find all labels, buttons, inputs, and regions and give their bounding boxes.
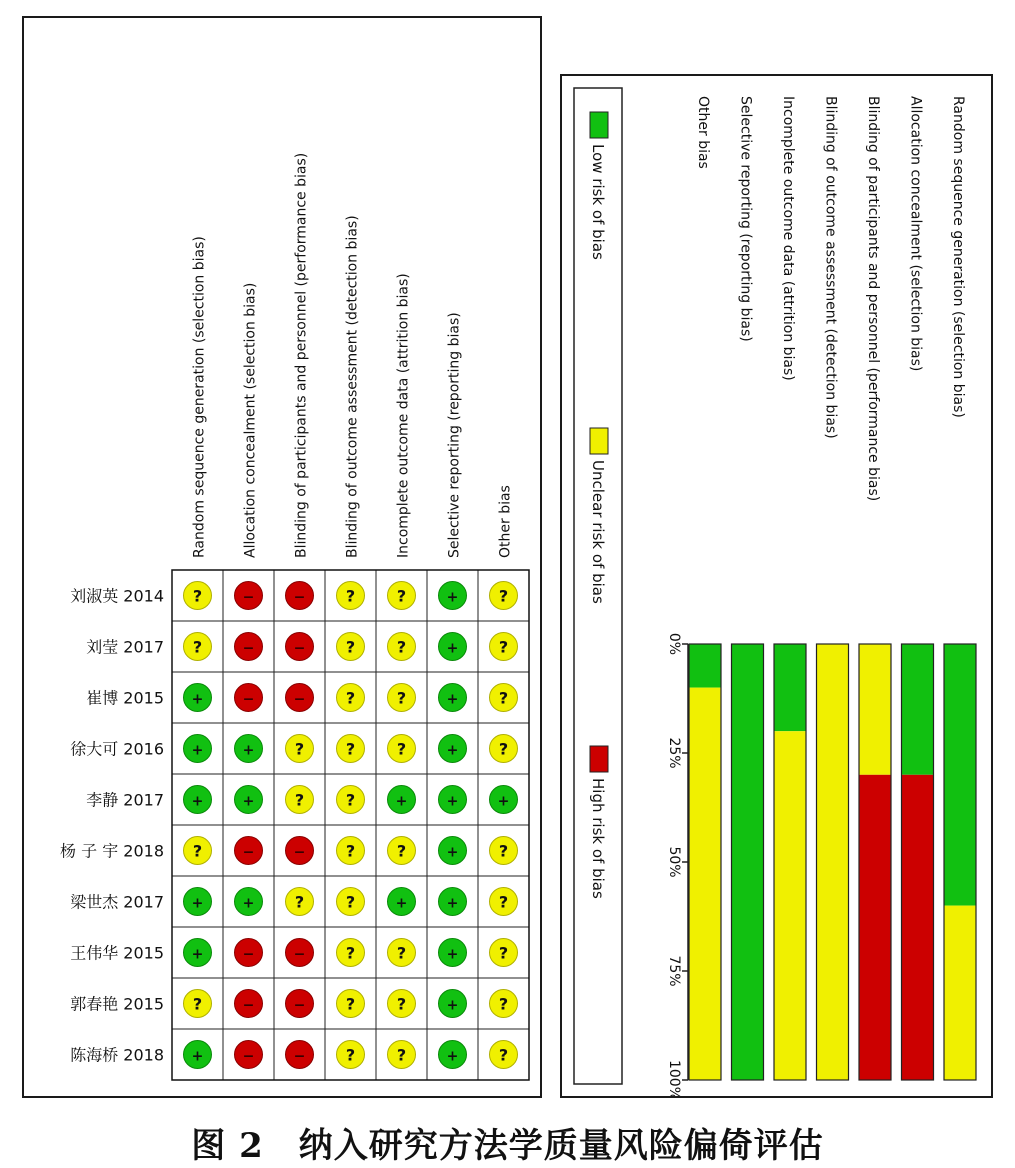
rating-symbol: ? [396,943,407,963]
rating-symbol: + [497,793,510,810]
rating-symbol: ? [294,892,305,912]
figure-caption: 图 2 纳入研究方法学质量风险偏倚评估 [191,1126,824,1166]
rating-symbol: + [446,589,459,606]
bar-category-label: Allocation concealment (selection bias) [907,96,924,372]
rating-symbol: − [242,640,255,657]
rating-symbol: − [293,589,306,606]
rating-symbol: − [242,1048,255,1065]
bar-segment [944,644,976,906]
rating-symbol: + [191,742,204,759]
rating-symbol: ? [294,739,305,759]
rating-symbol: + [191,895,204,912]
rating-symbol: − [293,1048,306,1065]
domain-header: Incomplete outcome data (attrition bias) [395,273,412,558]
rating-symbol: ? [345,841,356,861]
domain-header: Selective reporting (reporting bias) [446,312,463,558]
bar-category-label: Incomplete outcome data (attrition bias) [780,96,796,381]
study-label: 陈海桥 2018 [70,1045,164,1065]
study-label: 徐大可 2016 [70,739,164,759]
rating-symbol: + [446,946,459,963]
rating-symbol: ? [396,637,407,657]
bar-segment [859,775,891,1080]
rating-symbol: ? [345,739,356,759]
bar-category-label: Blinding of participants and personnel (performance bias) [865,96,881,502]
rating-symbol: ? [396,841,407,861]
rating-symbol: ? [498,739,509,759]
bar-segment [774,644,806,731]
legend-label: Unclear risk of bias [589,460,607,604]
rating-symbol: + [242,742,255,759]
rating-symbol: ? [345,790,356,810]
study-label: 杨 子 宇 2018 [60,841,164,861]
rating-symbol: ? [396,994,407,1014]
bar-segment [859,644,891,775]
rating-symbol: + [191,1048,204,1065]
rating-symbol: ? [192,586,203,606]
bar-segment [944,906,976,1080]
rating-symbol: − [242,997,255,1014]
study-label: 刘淑英 2014 [70,586,164,606]
graph-figure [562,76,991,1096]
rating-symbol: + [446,1048,459,1065]
rating-symbol: − [293,691,306,708]
rating-symbol: ? [498,1045,509,1065]
rating-symbol: + [191,946,204,963]
rating-symbol: + [242,793,255,810]
rating-symbol: ? [345,688,356,708]
study-label: 刘莹 2017 [86,637,164,657]
rating-symbol: ? [396,688,407,708]
bar-segment [902,644,934,775]
rating-symbol: + [446,640,459,657]
rating-symbol: ? [498,994,509,1014]
rating-symbol: ? [345,943,356,963]
rating-symbol: ? [498,943,509,963]
rating-symbol: − [293,640,306,657]
rating-symbol: ? [498,637,509,657]
rating-symbol: ? [345,892,356,912]
rating-symbol: ? [498,688,509,708]
risk-of-bias-summary [22,16,542,1098]
bar-category-label: Other bias [695,96,711,169]
bar-segment [732,644,764,1080]
rating-symbol: ? [345,637,356,657]
study-label: 李静 2017 [86,790,164,810]
domain-header: Allocation concealment (selection bias) [242,282,259,558]
rating-symbol: + [446,895,459,912]
domain-header: Other bias [497,485,514,558]
bar-category-label: Blinding of outcome assessment (detection bias) [822,96,839,439]
legend-swatch-high [590,746,608,772]
axis-tick-label: 0% [666,632,682,656]
rating-symbol: ? [396,1045,407,1065]
rating-symbol: ? [396,586,407,606]
legend-swatch-unclear [590,428,608,454]
axis-tick-label: 75% [666,955,682,987]
rating-symbol: − [242,844,255,861]
legend-swatch-low [590,112,608,138]
rating-symbol: − [293,844,306,861]
risk-of-bias-graph [560,74,993,1098]
rating-symbol: ? [192,637,203,657]
domain-header: Blinding of participants and personnel (performance bias) [293,152,310,558]
domain-header: Blinding of outcome assessment (detection bias) [344,215,361,558]
axis-tick-label: 100% [666,1059,682,1096]
bar-category-label: Random sequence generation (selection bias) [950,96,966,418]
rating-symbol: + [395,895,408,912]
study-label: 梁世杰 2017 [70,892,164,912]
summary-figure [24,18,540,1096]
rating-symbol: + [446,742,459,759]
bar-segment [817,644,849,1080]
domain-header: Random sequence generation (selection bias) [191,236,208,558]
rating-symbol: − [242,691,255,708]
rating-symbol: − [293,997,306,1014]
rating-symbol: + [446,844,459,861]
rating-symbol: ? [294,790,305,810]
rating-symbol: ? [498,892,509,912]
rating-symbol: + [446,997,459,1014]
axis-tick-label: 50% [666,846,682,878]
bar-segment [902,775,934,1080]
rating-symbol: ? [396,739,407,759]
rating-symbol: + [446,793,459,810]
bar-segment [689,644,721,688]
rating-symbol: ? [192,994,203,1014]
rating-symbol: + [446,691,459,708]
rating-symbol: + [191,793,204,810]
study-label: 崔博 2015 [86,688,164,708]
rating-symbol: ? [498,586,509,606]
rating-symbol: ? [498,841,509,861]
rating-symbol: − [242,946,255,963]
study-label: 王伟华 2015 [70,943,164,963]
bar-category-label: Selective reporting (reporting bias) [737,96,754,342]
legend-label: Low risk of bias [589,144,607,260]
legend-label: High risk of bias [589,778,607,899]
rating-symbol: + [242,895,255,912]
rating-symbol: ? [345,586,356,606]
rating-symbol: ? [345,994,356,1014]
rating-symbol: ? [345,1045,356,1065]
axis-tick-label: 25% [666,737,682,769]
bar-segment [774,731,806,1080]
rating-symbol: + [395,793,408,810]
rating-symbol: ? [192,841,203,861]
rating-symbol: − [242,589,255,606]
study-label: 郭春艳 2015 [70,994,164,1014]
rating-symbol: + [191,691,204,708]
rating-symbol: − [293,946,306,963]
bar-segment [689,688,721,1080]
